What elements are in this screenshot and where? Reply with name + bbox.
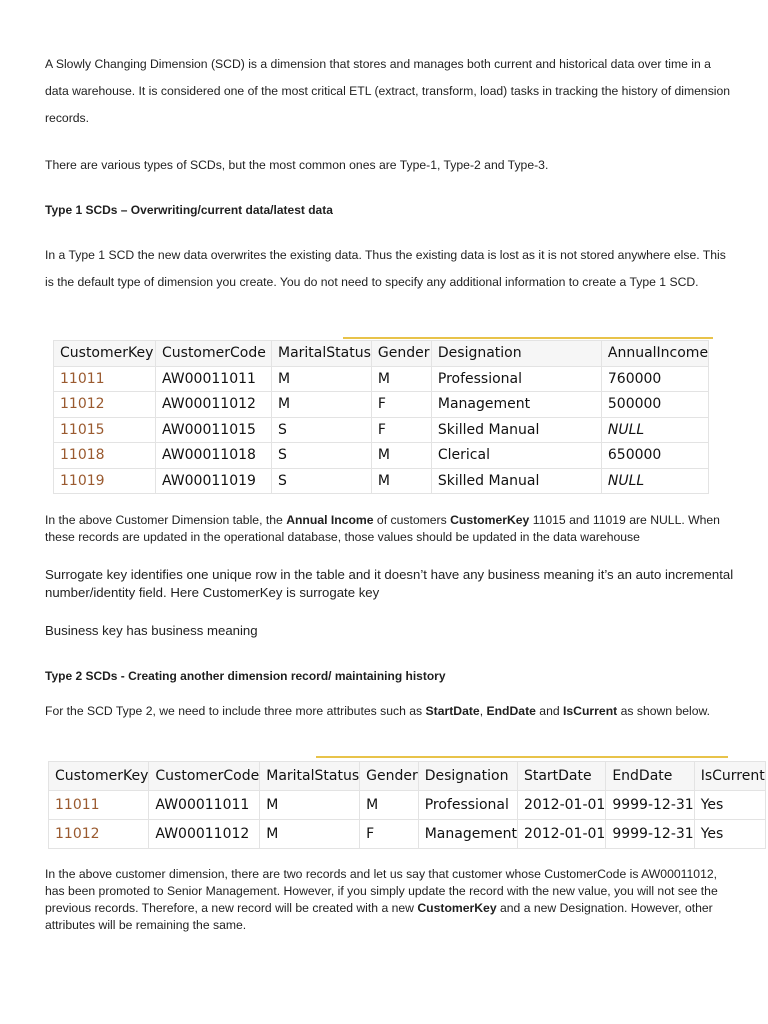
- cell: S: [272, 417, 372, 443]
- cell: AW00011015: [156, 417, 272, 443]
- para-text: ,: [479, 704, 487, 718]
- col-header: CustomerCode: [156, 341, 272, 367]
- intro-paragraph: A Slowly Changing Dimension (SCD) is a dimension that stores and manages both current and historical data over time in a data warehouse. It is considered one of the most critical ETL (extract, transform, load) tasks in tracking the history of dimension records.: [45, 57, 731, 125]
- cell: 11012: [49, 820, 149, 849]
- cell: Management: [431, 392, 601, 418]
- cell: 11019: [54, 468, 156, 494]
- note-bold: Annual Income: [286, 513, 374, 527]
- table-row: [54, 443, 709, 469]
- para-bold: IsCurrent: [563, 704, 618, 718]
- table-row: [54, 468, 709, 494]
- cell: Skilled Manual: [431, 468, 601, 494]
- cell: AW00011018: [156, 443, 272, 469]
- cell: NULL: [601, 468, 708, 494]
- para-bold: StartDate: [425, 704, 480, 718]
- scd-types-paragraph: There are various types of SCDs, but the most common ones are Type-1, Type-2 and Type-3.: [45, 158, 549, 172]
- cell: 11015: [54, 417, 156, 443]
- cell: M: [260, 791, 360, 820]
- cell: AW00011011: [156, 366, 272, 392]
- para-text: as shown below.: [617, 704, 711, 718]
- cell: M: [360, 791, 419, 820]
- note-text: of customers: [373, 513, 451, 527]
- type2-heading: Type 2 SCDs - Creating another dimension record/ maintaining history: [45, 669, 446, 683]
- cell: AW00011019: [156, 468, 272, 494]
- cell: AW00011011: [149, 791, 260, 820]
- cell: M: [371, 366, 431, 392]
- col-header: IsCurrent: [694, 762, 765, 791]
- col-header: MaritalStatus: [272, 341, 372, 367]
- col-header: Designation: [431, 341, 601, 367]
- table-row: [54, 417, 709, 443]
- final-paragraph: [45, 866, 735, 934]
- type1-customer-table: [53, 340, 709, 494]
- cell: 2012-01-01: [517, 820, 605, 849]
- table-row: [49, 791, 766, 820]
- table-row: [54, 392, 709, 418]
- cell: 11011: [54, 366, 156, 392]
- note-bold: CustomerKey: [450, 513, 530, 527]
- table1-top-accent: [343, 337, 713, 339]
- cell: 9999-12-31: [606, 820, 694, 849]
- col-header: Gender: [371, 341, 431, 367]
- cell: M: [260, 820, 360, 849]
- type1-heading: Type 1 SCDs – Overwriting/current data/latest data: [45, 203, 333, 217]
- para-bold: EndDate: [486, 704, 536, 718]
- note-text: In the above Customer Dimension table, the: [45, 513, 287, 527]
- cell: Clerical: [431, 443, 601, 469]
- col-header: StartDate: [517, 762, 605, 791]
- cell: M: [272, 366, 372, 392]
- col-header: Gender: [360, 762, 419, 791]
- cell: M: [371, 443, 431, 469]
- table-header-row: [54, 341, 709, 367]
- col-header: CustomerKey: [54, 341, 156, 367]
- type2-customer-table: [48, 761, 766, 849]
- annual-income-note: [45, 512, 735, 546]
- cell: M: [272, 392, 372, 418]
- cell: 650000: [601, 443, 708, 469]
- note-text: 11015 and 11019 are NULL. When these records are updated in the operational database, those values should be updated in the data warehouse: [45, 513, 720, 544]
- para-bold: CustomerKey: [417, 901, 497, 915]
- cell: Yes: [694, 791, 765, 820]
- col-header: AnnualIncome: [601, 341, 708, 367]
- type1-paragraph: In a Type 1 SCD the new data overwrites the existing data. Thus the existing data is lost as it is not stored anywhere else. This is the default type of dimension you create. You do not need to specify any additional information to create a Type 1 SCD.: [45, 248, 726, 289]
- cell: NULL: [601, 417, 708, 443]
- cell: 9999-12-31: [606, 791, 694, 820]
- para-text: and a new Designation. However, other attributes will be remaining the same.: [45, 901, 713, 932]
- col-header: EndDate: [606, 762, 694, 791]
- table-header-row: [49, 762, 766, 791]
- col-header: CustomerCode: [149, 762, 260, 791]
- cell: 2012-01-01: [517, 791, 605, 820]
- table-row: [54, 366, 709, 392]
- cell: Professional: [431, 366, 601, 392]
- cell: S: [272, 468, 372, 494]
- cell: AW00011012: [156, 392, 272, 418]
- cell: AW00011012: [149, 820, 260, 849]
- cell: M: [371, 468, 431, 494]
- para-text: In the above customer dimension, there are two records and let us say that customer whose CustomerCode is AW00011012, has been promoted to Senior Management. However, if you simply update the record with the new value, you will not see the previous records. Therefore, a new record will be created with a new: [45, 867, 718, 915]
- table-row: [49, 820, 766, 849]
- cell: Yes: [694, 820, 765, 849]
- surrogate-key-paragraph: Surrogate key identifies one unique row in the table and it doesn’t have any business meaning it’s an auto incremental number/identity field. Here CustomerKey is surrogate key: [45, 567, 734, 600]
- cell: 760000: [601, 366, 708, 392]
- col-header: MaritalStatus: [260, 762, 360, 791]
- cell: 11011: [49, 791, 149, 820]
- cell: F: [371, 392, 431, 418]
- cell: 500000: [601, 392, 708, 418]
- cell: F: [371, 417, 431, 443]
- para-text: and: [535, 704, 564, 718]
- business-key-paragraph: Business key has business meaning: [45, 623, 258, 638]
- table2-top-accent: [316, 756, 728, 758]
- cell: Skilled Manual: [431, 417, 601, 443]
- cell: Management: [418, 820, 517, 849]
- col-header: Designation: [418, 762, 517, 791]
- para-text: For the SCD Type 2, we need to include three more attributes such as: [45, 704, 426, 718]
- cell: Professional: [418, 791, 517, 820]
- cell: 11018: [54, 443, 156, 469]
- cell: F: [360, 820, 419, 849]
- cell: 11012: [54, 392, 156, 418]
- col-header: CustomerKey: [49, 762, 149, 791]
- type2-paragraph: [45, 703, 735, 720]
- cell: S: [272, 443, 372, 469]
